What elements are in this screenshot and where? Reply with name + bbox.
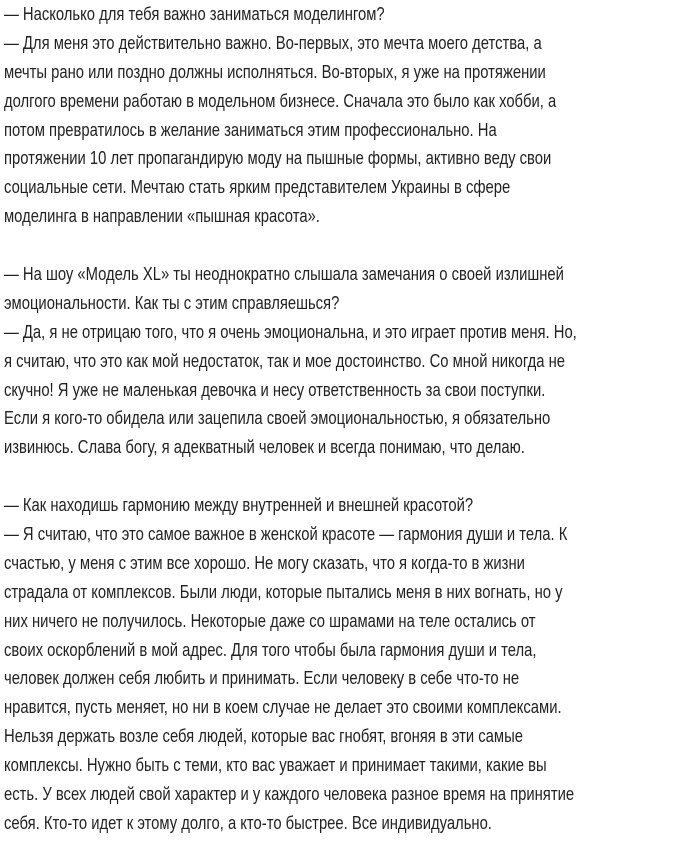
- answer-line: своих оскорблений в мой адрес. Для того чтобы была гармония души и тела,: [4, 638, 537, 660]
- answer-line: мечты рано или поздно должны исполняться. Во-вторых, я уже на протяжении: [4, 60, 546, 82]
- answer-line: протяжении 10 лет пропагандирую моду на пышные формы, активно веду свои: [4, 147, 552, 169]
- answer-line: долгого времени работаю в модельном бизнесе. Сначала это было как хобби, а: [4, 89, 557, 111]
- answer-line: извинюсь. Слава богу, я адекватный человек и всегда понимаю, что делаю.: [4, 436, 525, 458]
- answer-line: себя. Кто-то идет к этому долго, а кто-то быстрее. Все индивидуально.: [4, 811, 492, 833]
- answer-line: — Я считаю, что это самое важное в женской красоте — гармония души и тела. К: [4, 523, 568, 545]
- answer-line: потом превратилось в желание заниматься этим профессионально. На: [4, 118, 497, 140]
- answer-line: — Для меня это действительно важно. Во-первых, это мечта моего детства, а: [4, 31, 542, 53]
- answer-line: — Да, я не отрицаю того, что я очень эмоциональна, и это играет против меня. Но,: [4, 320, 577, 342]
- answer-line: моделинга в направлении «пышная красота».: [4, 205, 320, 227]
- answer-line: них ничего не получилось. Некоторые даже со шрамами на теле остались от: [4, 609, 536, 631]
- question-line: эмоциональности. Как ты с этим справляешься?: [4, 291, 340, 313]
- question-line: — Насколько для тебя важно заниматься моделингом?: [4, 3, 385, 24]
- answer-line: есть. У всех людей свой характер и у каждого человека разное время на принятие: [4, 783, 575, 805]
- question-line: — Как находишь гармонию между внутренней и внешней красотой?: [4, 494, 474, 516]
- paragraph-modeling-importance: [4, 0, 699, 231]
- answer-line: страдала от комплексов. Были люди, которые пытались меня в них вогнать, но у: [4, 580, 563, 602]
- question-line: — На шоу «Модель XL» ты неоднократно слышала замечания о своей излишней: [4, 263, 564, 285]
- answer-line: нравится, пусть меняет, но ни в коем случае не делает это своими комплексами.: [4, 696, 562, 718]
- answer-line: человек должен себя любить и принимать. Если человеку в себе что-то не: [4, 667, 520, 689]
- paragraph-harmony: [4, 491, 699, 838]
- paragraph-emotionality: [4, 260, 699, 462]
- answer-line: Нельзя держать возле себя людей, которые вас гнобят, вгоняя в эти самые: [4, 725, 523, 747]
- answer-line: скучно! Я уже не маленькая девочка и несу ответственность за свои поступки.: [4, 378, 546, 400]
- answer-line: социальные сети. Мечтаю стать ярким представителем Украины в сфере: [4, 176, 511, 198]
- article-body: [4, 0, 699, 867]
- answer-line: счастью, у меня с этим все хорошо. Не могу сказать, что я когда-то в жизни: [4, 551, 525, 573]
- answer-line: комплексы. Нужно быть с теми, кто вас уважает и принимает такими, какие вы: [4, 754, 547, 776]
- answer-line: Если я кого-то обидела или зацепила своей эмоциональностью, я обязательно: [4, 407, 551, 429]
- answer-line: я считаю, что это как мой недостаток, так и мое достоинство. Со мной никогда не: [4, 349, 566, 371]
